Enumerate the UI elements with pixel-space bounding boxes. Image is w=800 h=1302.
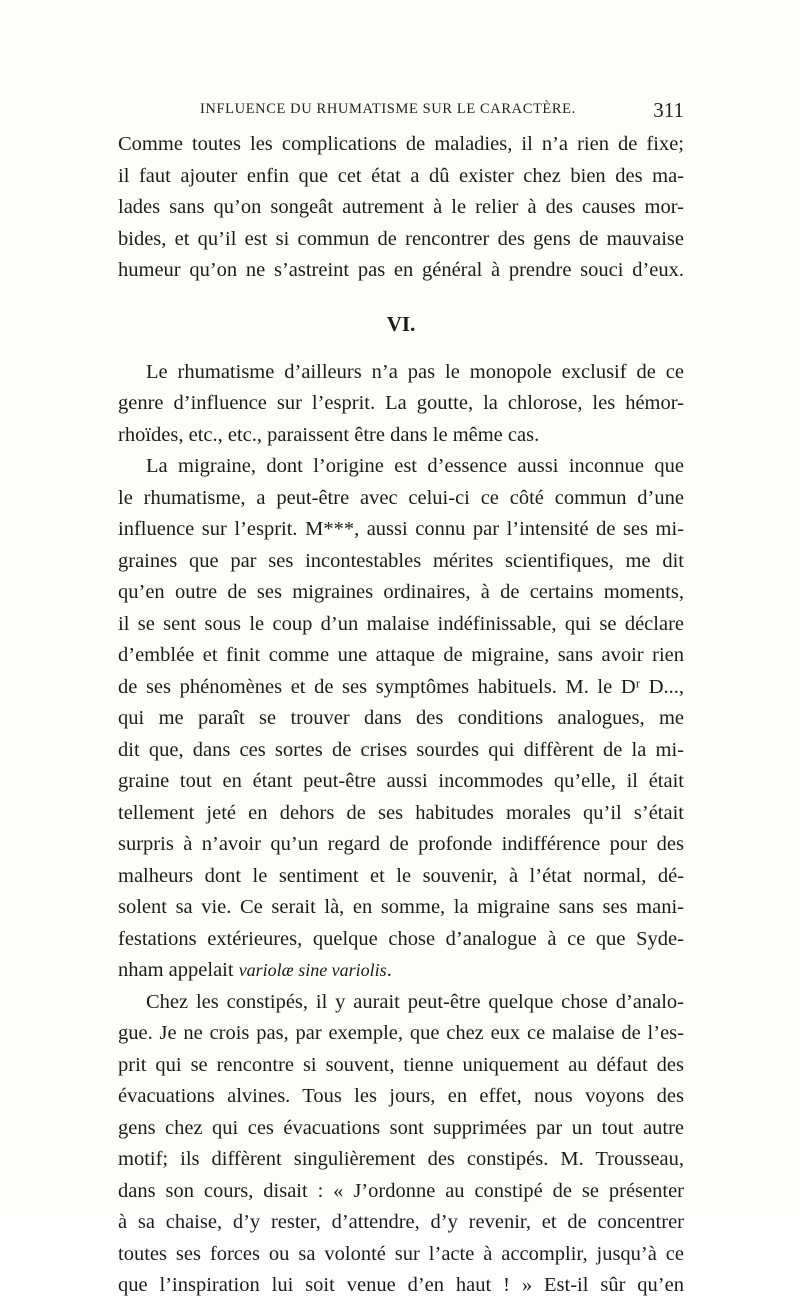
paragraph: [118, 357, 684, 452]
text-line: bides, et qu’il est si commun de rencontrer des gens de mauvaise: [118, 227, 684, 250]
text-line: rhoïdes, etc., etc., paraissent être dans le même cas.: [118, 423, 540, 446]
text-line: d’emblée et finit comme une attaque de migraine, sans avoir rien: [118, 644, 684, 666]
text-fragment: .: [386, 959, 392, 981]
text-line: graines que par ses incontestables mérites scientifiques, me dit: [118, 549, 684, 572]
body-text: [118, 129, 684, 1302]
text-line: malheurs dont le sentiment et le souvenir, à l’état normal, dé-: [118, 864, 684, 887]
paragraph: [118, 987, 684, 1302]
text-line: qu’en outre de ses migraines ordinaires, à de certains moments,: [118, 581, 684, 603]
text-line: dans son cours, disait : « J’ordonne au constipé de se présenter: [118, 1179, 684, 1202]
text-line: lades sans qu’on songeât autrement à le relier à des causes mor-: [118, 196, 684, 218]
text-line: genre d’influence sur l’esprit. La goutte, la chlorose, les hémor-: [118, 392, 684, 414]
text-line: que l’inspiration lui soit venue d’en haut ! » Est-il sûr qu’en: [118, 1274, 684, 1296]
text-line: [118, 955, 684, 987]
text-line: toutes ses forces ou sa volonté sur l’acte à accomplir, jusqu’à ce: [118, 1242, 684, 1265]
text-line: influence sur l’esprit. M***, aussi connu par l’intensité de ses mi-: [118, 518, 684, 540]
section-heading: VI.: [386, 311, 416, 336]
text-line: graine tout en étant peut-être aussi incommodes qu’elle, il était: [118, 770, 684, 792]
text-line: Chez les constipés, il y aurait peut-être quelque chose d’analo-: [146, 990, 684, 1013]
text-line: il faut ajouter enfin que cet état a dû exister chez bien des ma-: [118, 164, 684, 187]
text-line: La migraine, dont l’origine est d’essence aussi inconnue que: [146, 455, 684, 477]
paragraph: [118, 451, 684, 987]
text-line: motif; ils diffèrent singulièrement des constipés. M. Trousseau,: [118, 1148, 684, 1170]
page-number: 311: [653, 98, 684, 122]
text-line: gens chez qui ces évacuations sont supprimées par un tout autre: [118, 1116, 684, 1139]
text-line: humeur qu’on ne s’astreint pas en général à prendre souci d’eux.: [118, 259, 684, 281]
text-line: le rhumatisme, a peut-être avec celui-ci ce côté commun d’une: [118, 486, 684, 509]
text-line: de ses phénomènes et de ses symptômes habituels. M. le Dʳ D...,: [118, 675, 684, 698]
text-line: tellement jeté en dehors de ses habitudes morales qu’il s’était: [118, 801, 684, 824]
running-title: INFLUENCE DU RHUMATISME SUR LE CARACTÈRE.: [200, 101, 576, 117]
text-line: Le rhumatisme d’ailleurs n’a pas le monopole exclusif de ce: [146, 360, 684, 383]
text-line: solent sa vie. Ce serait là, en somme, la migraine sans ses mani-: [118, 896, 684, 918]
text-line: dit que, dans ces sortes de crises sourdes qui diffèrent de la mi-: [118, 738, 684, 761]
running-head: [118, 98, 684, 123]
text-line: à sa chaise, d’y rester, d’attendre, d’y revenir, et de concentrer: [118, 1211, 684, 1233]
text-line: festations extérieures, quelque chose d’analogue à ce que Syde-: [118, 927, 684, 950]
text-line: il se sent sous le coup d’un malaise indéfinissable, qui se déclare: [118, 612, 684, 635]
text-line: qui me paraît se trouver dans des conditions analogues, me: [118, 707, 684, 729]
text-line: prit qui se rencontre si souvent, tienne uniquement au défaut des: [118, 1053, 684, 1076]
text-fragment: nham appelait: [118, 959, 239, 981]
text-line: gue. Je ne crois pas, par exemple, que chez eux ce malaise de l’es-: [118, 1022, 684, 1044]
text-line: Comme toutes les complications de maladies, il n’a rien de fixe;: [118, 133, 684, 155]
text-line: surpris à n’avoir qu’un regard de profonde indifférence pour des: [118, 833, 684, 855]
italic-latin-phrase: variolæ sine variolis: [238, 960, 387, 980]
text-line: évacuations alvines. Tous les jours, en effet, nous voyons des: [118, 1085, 684, 1107]
paragraph-continuation: [118, 129, 684, 287]
